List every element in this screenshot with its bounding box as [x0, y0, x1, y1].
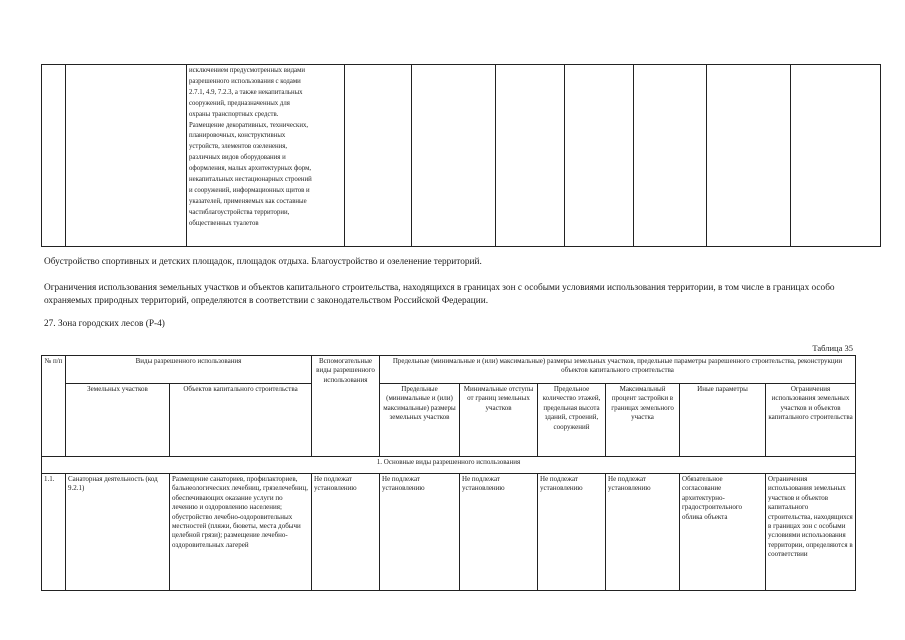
- header-other: Иные параметры: [680, 384, 766, 457]
- row-auxiliary: Не подлежат установлению: [312, 474, 380, 591]
- cont-size-cell: [412, 65, 496, 247]
- cont-floors-cell: [565, 65, 634, 247]
- text-line: Размещение декоративных, технических,: [189, 121, 309, 129]
- header-params-group: Предельные (минимальные и (или) максимальные) размеры земельных участков, предельные параметры разрешенного строительства, реконструкции объектов капитального строительства: [380, 356, 856, 384]
- table-label: Таблица 35: [812, 343, 853, 353]
- zoning-table: [41, 355, 856, 591]
- cont-setback-cell: [496, 65, 565, 247]
- header-auxiliary: Вспомогательные виды разрешенного использования: [312, 356, 380, 457]
- paragraph-note: Обустройство спортивных и детских площадок, площадок отдыха. Благоустройство и озеленение территорий.: [44, 257, 482, 267]
- row-other: Обязательное согласование архитектурно-градостроительного облика объекта: [680, 474, 766, 591]
- cont-other-cell: [707, 65, 791, 247]
- row-objects: Размещение санаториев, профилакториев, бальнеологических лечебниц, грязелечебниц, обеспечивающих оказание услуги по лечению и оздоровлению населения; обустройство лечебно-оздоровительных местностей (пляжи, бюветы, места добычи целебной грязи); размещение лечебно-оздоровительных лагерей: [170, 474, 312, 591]
- header-restrictions: Ограничения использования земельных участков и объектов капитального строительства: [766, 384, 856, 457]
- text-line: указателей, применяемых как составные: [189, 197, 307, 205]
- text-line: сооружений, предназначенных для: [189, 99, 290, 107]
- text-line: и сооружений, информационных щитов и: [189, 186, 310, 194]
- text-line: планировочных, конструктивных: [189, 132, 286, 140]
- row-land: Санаторная деятельность (код 9.2.1): [66, 474, 170, 591]
- paragraph-restrictions: Ограничения использования земельных участков и объектов капитального строительства, находящихся в границах зон с особыми условиями использования территории, в том числе в границах особо охраняемых природных территорий, определяются в соответствии с законодательством Российской Федерации.: [44, 283, 835, 306]
- text-line: оформления, малых архитектурных форм,: [189, 165, 312, 173]
- header-types-group: Виды разрешенного использования: [66, 356, 312, 384]
- row-coverage: Не подлежат установлению: [606, 474, 680, 591]
- cont-aux-cell: [345, 65, 412, 247]
- cont-land-cell: [66, 65, 187, 247]
- table-row: [42, 474, 856, 591]
- text-line: общественных туалетов: [189, 219, 259, 227]
- text-line: исключением предусмотренных видами: [189, 67, 306, 74]
- row-setback: Не подлежат установлению: [460, 474, 538, 591]
- cont-objects-cell: [187, 65, 345, 247]
- header-size: Предельные (минимальные и (или) максимальные) размеры земельных участков: [380, 384, 460, 457]
- row-size: Не подлежат установлению: [380, 474, 460, 591]
- text-line: охраны транспортных средств.: [189, 110, 279, 118]
- row-num: 1.1.: [42, 474, 66, 591]
- text-line: различных видов оборудования и: [189, 154, 286, 162]
- header-objects: Объектов капитального строительства: [170, 384, 312, 457]
- text-line: 2.7.1, 4.9, 7.2.3, а также некапитальных: [189, 88, 303, 96]
- text-line: некапитальных нестационарных строений: [189, 176, 312, 184]
- header-coverage: Максимальный процент застройки в границах земельного участка: [606, 384, 680, 457]
- text-line: разрешенного использования с кодами: [189, 77, 301, 85]
- text-line: устройств, элементов озеленения,: [189, 143, 288, 151]
- row-floors: Не подлежат установлению: [538, 474, 606, 591]
- text-line: частиблагоустройства территории,: [189, 208, 290, 216]
- section-title: 1. Основные виды разрешенного использования: [42, 457, 856, 474]
- zone-heading: 27. Зона городских лесов (Р-4): [44, 319, 165, 329]
- cont-restrictions-cell: [791, 65, 881, 247]
- header-floors: Предельное количество этажей, предельная высота зданий, строений, сооружений: [538, 384, 606, 457]
- cont-coverage-cell: [634, 65, 707, 247]
- header-num: № п/п: [42, 356, 66, 457]
- cont-num-cell: [42, 65, 66, 247]
- continuation-table: [41, 64, 881, 247]
- header-setback: Минимальные отступы от границ земельных участков: [460, 384, 538, 457]
- header-land: Земельных участков: [66, 384, 170, 457]
- row-restrictions: Ограничения использования земельных участков и объектов капитального строительства, находящихся в границах зон с особыми условиями использования территории, определяются в соответствии: [766, 474, 856, 591]
